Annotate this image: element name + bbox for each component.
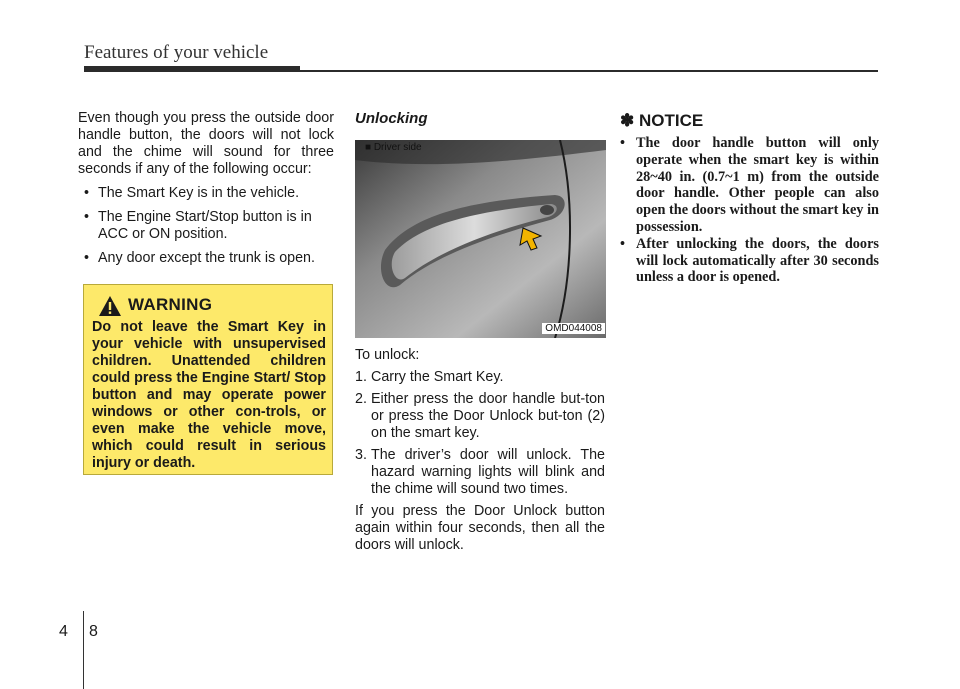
warning-box <box>83 284 333 475</box>
page-chapter-number: 4 <box>59 623 68 640</box>
list-item: 1. Carry the Smart Key. <box>355 369 504 385</box>
section-title-unlocking: Unlocking <box>355 110 428 127</box>
column-middle <box>355 110 605 127</box>
list-item: • The Engine Start/Stop button is in ACC or ON position. <box>84 209 312 242</box>
intro-paragraph: Even though you press the outside door handle button, the doors will not lock and the chime will sound for three seconds if any of the following occur: <box>78 110 334 177</box>
page-number: 8 <box>89 623 98 640</box>
bullet-icon: • <box>620 135 626 151</box>
notice-title: ✽ NOTICE <box>620 111 704 130</box>
warning-title: WARNING <box>128 295 213 314</box>
list-item: • After unlocking the doors, the doors will lock automatically after 30 seconds unless a door is opened. <box>620 235 879 286</box>
page-header-title: Features of your vehicle <box>84 42 269 63</box>
column-left <box>78 110 334 267</box>
list-item: • The door handle button will only operate when the smart key is within 28~40 in. (0.7~1 m) from the outside door handle. Other people can also open the doors without the smart key in possession. <box>620 135 879 235</box>
list-item: • Any door except the trunk is open. <box>84 250 315 266</box>
header-rule-thick <box>84 66 300 72</box>
bullet-icon: • <box>84 250 90 266</box>
list-item: 3. The driver’s door will unlock. The hazard warning lights will blink and the chime will sound two times. <box>355 447 605 497</box>
steps-lead: To unlock: <box>355 347 420 363</box>
photo-caption: ■ Driver side <box>365 142 422 153</box>
footer-divider <box>83 611 84 689</box>
header-rule-thin <box>300 70 878 72</box>
door-handle-photo <box>355 140 606 338</box>
warning-body: Do not leave the Smart Key in your vehicle with unsupervised children. Unattended children could press the Engine Start/ Stop button and may operate power windows or other con-trols, or even make the vehicle move, which could result in serious injury or death. <box>92 319 326 471</box>
list-item: • The Smart Key is in the vehicle. <box>84 185 300 201</box>
bullet-icon: • <box>84 209 90 225</box>
bullet-icon: • <box>620 235 626 252</box>
unlock-steps <box>355 342 605 554</box>
column-right <box>620 112 879 286</box>
door-handle-illustration <box>355 140 606 338</box>
photo-code: OMD044008 <box>542 323 605 334</box>
list-item: 2. Either press the door handle but-ton or press the Door Unlock but-ton (2) on the smart key. <box>355 391 605 441</box>
bullet-icon: • <box>84 185 90 201</box>
closing-paragraph: If you press the Door Unlock button again within four seconds, then all the doors will unlock. <box>355 503 605 553</box>
warning-triangle-icon <box>98 295 122 317</box>
